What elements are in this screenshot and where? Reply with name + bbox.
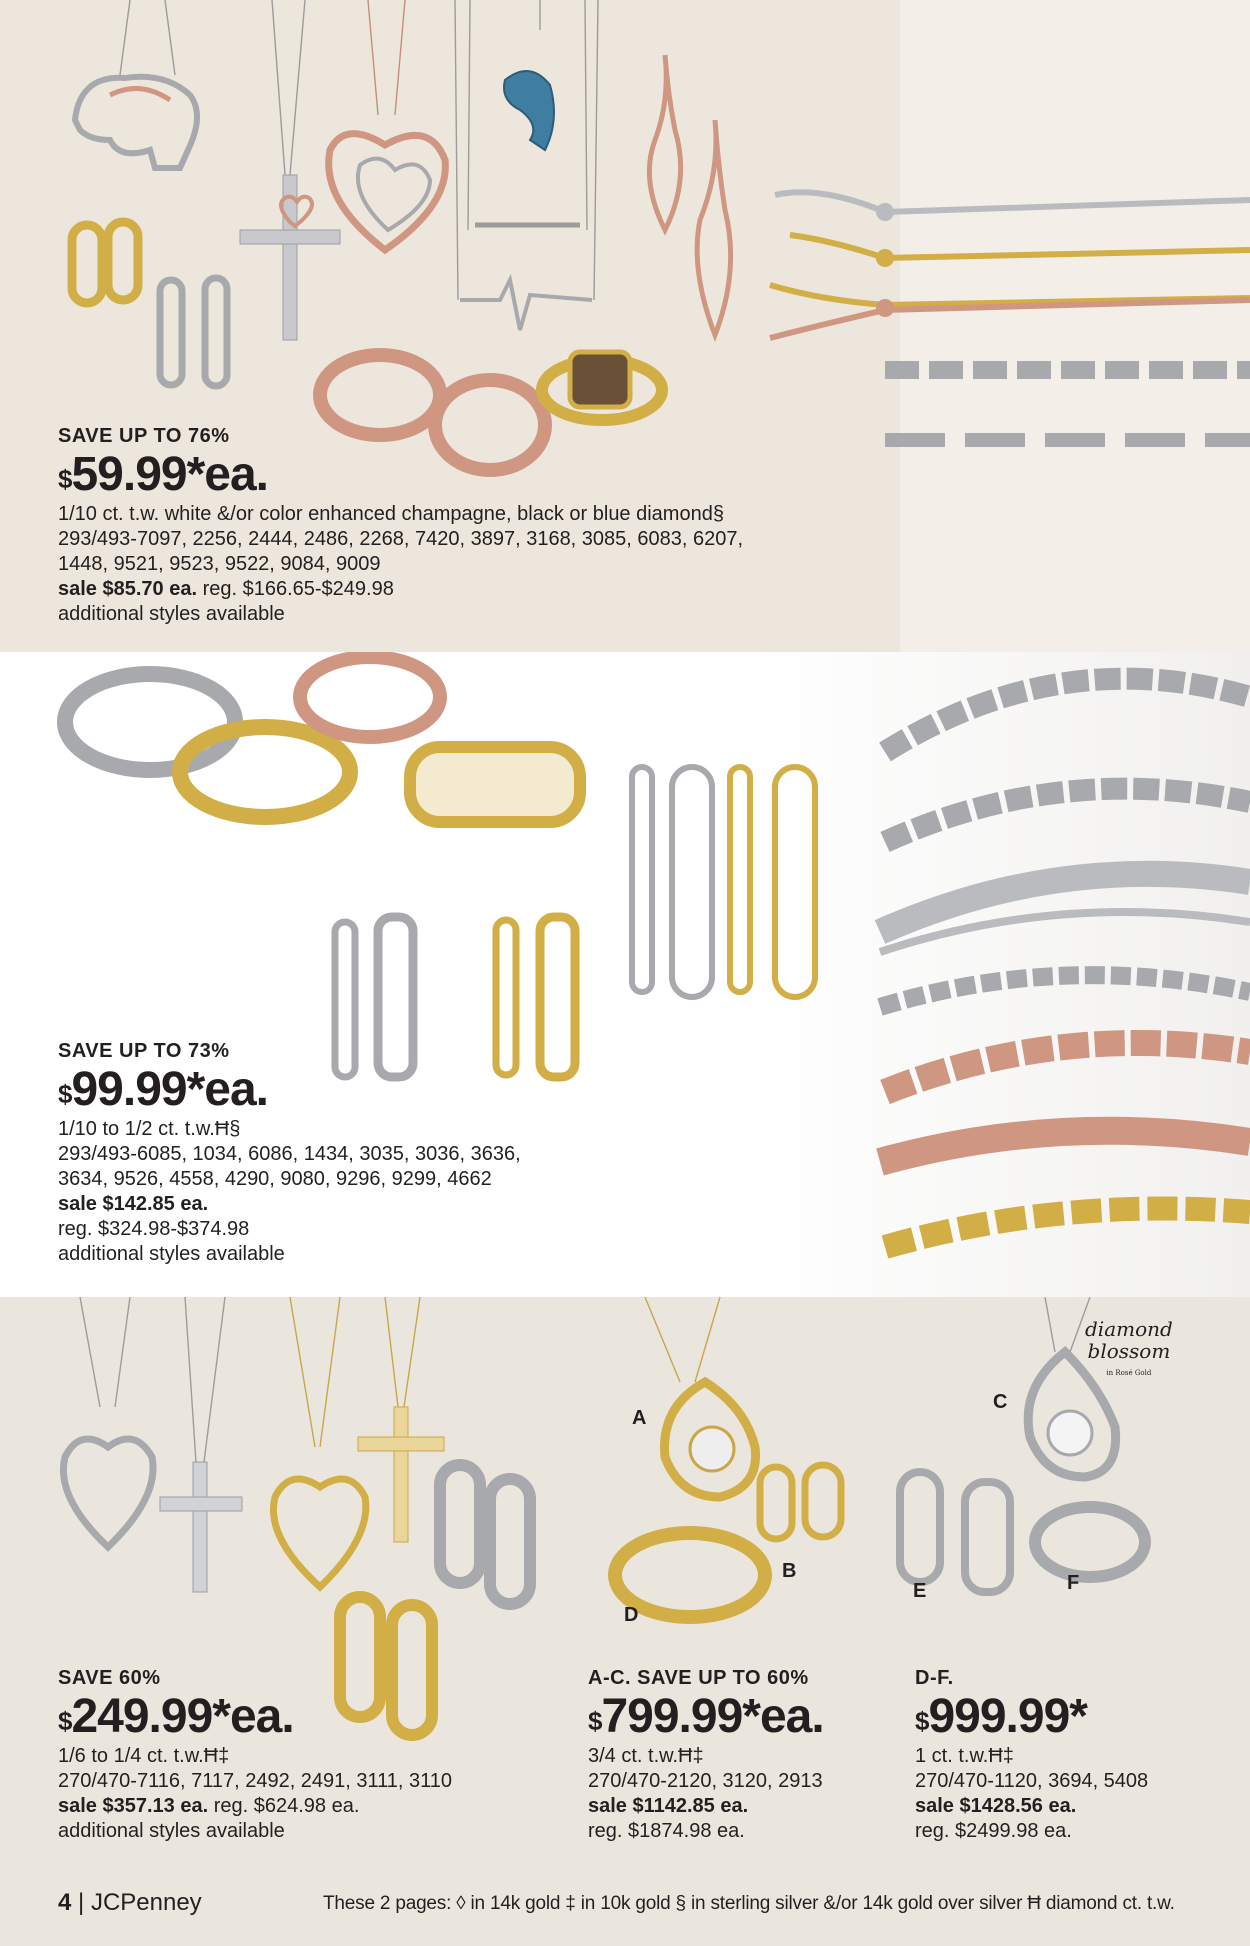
- offer-description: 3/4 ct. t.w.Ħ‡: [588, 1745, 704, 1767]
- offer-save-text: SAVE 60%: [58, 1667, 161, 1689]
- offer-extra-note: additional styles available: [58, 1820, 285, 1842]
- offer-item-numbers: 293/493-7097, 2256, 2444, 2486, 2268, 7420, 3897, 3168, 3085, 6083, 6207,: [58, 528, 744, 550]
- offer-regular-price: reg. $324.98-$374.98: [58, 1218, 250, 1240]
- blossom-set-c-e-f-image: [0, 1297, 1, 1298]
- offer-save-text: SAVE UP TO 76%: [58, 425, 230, 447]
- offer-description: 1 ct. t.w.Ħ‡: [915, 1745, 1014, 1767]
- offer-price: $999.99*: [915, 1690, 1087, 1743]
- tennis-bracelets-image: [0, 652, 1, 653]
- section-offer-3: [0, 1297, 1250, 1857]
- offer-sale-price: sale $142.85 ea.: [58, 1193, 209, 1215]
- footer-legend: These 2 pages: ◊ in 14k gold ‡ in 10k gold § in sterling silver &/or 14k gold over silver Ħ diamond ct. t.w.: [323, 1893, 1175, 1914]
- page-number: 4: [58, 1889, 72, 1916]
- item-letter-a: A: [632, 1407, 647, 1429]
- bolo-bracelets-image: [0, 0, 1, 1]
- offer-price: $99.99*ea.: [58, 1063, 268, 1116]
- offer-sale-price: sale $85.70 ea.: [58, 578, 198, 600]
- offer-4: [588, 1667, 888, 1844]
- page-footer: [0, 1857, 1250, 1946]
- offer-item-numbers: 3634, 9526, 4558, 4290, 9080, 9296, 9299, 4662: [58, 1168, 492, 1190]
- offer-item-numbers: 270/470-1120, 3694, 5408: [915, 1770, 1149, 1792]
- offer-save-text: D-F.: [915, 1667, 954, 1689]
- offer-sale-price: sale $1428.56 ea.: [915, 1795, 1077, 1817]
- bracelet-panel: [900, 0, 1250, 652]
- section-offer-1: [0, 0, 1250, 652]
- offer-description: 1/10 to 1/2 ct. t.w.Ħ§: [58, 1118, 241, 1140]
- offer-1: [58, 425, 878, 627]
- item-letter-d: D: [624, 1604, 639, 1626]
- offer-save-text: SAVE UP TO 73%: [58, 1040, 230, 1062]
- item-letter-f: F: [1067, 1572, 1080, 1594]
- offer-item-numbers: 270/470-2120, 3120, 2913: [588, 1770, 823, 1792]
- offer-5: [915, 1667, 1235, 1844]
- offer-sale-price: sale $357.13 ea.: [58, 1795, 209, 1817]
- footer-separator: |: [78, 1889, 85, 1916]
- offer-extra-note: additional styles available: [58, 603, 285, 625]
- offer-description: 1/10 ct. t.w. white &/or color enhanced champagne, black or blue diamond§: [58, 503, 724, 525]
- offer-extra-note: additional styles available: [58, 1243, 285, 1265]
- offer-regular-price: reg. $1874.98 ea.: [588, 1820, 745, 1842]
- item-letter-c: C: [993, 1391, 1008, 1413]
- brand-name: JCPenney: [90, 1889, 202, 1916]
- offer-sale-price: sale $1142.85 ea.: [588, 1795, 749, 1817]
- offer-item-numbers: 1448, 9521, 9523, 9522, 9084, 9009: [58, 553, 381, 575]
- offer-price: $799.99*ea.: [588, 1690, 824, 1743]
- offer-regular-price: reg. $2499.98 ea.: [915, 1820, 1072, 1842]
- offer-description: 1/6 to 1/4 ct. t.w.Ħ‡: [58, 1745, 230, 1767]
- offer-price: $59.99*ea.: [58, 448, 268, 501]
- collection-logo: diamond blossom in Rosé Gold: [1085, 1317, 1173, 1377]
- offer-2: [58, 1040, 618, 1267]
- footer-brand-block: [58, 1889, 202, 1917]
- item-letter-e: E: [913, 1580, 927, 1602]
- offer-3: [58, 1667, 558, 1844]
- offer-item-numbers: 293/493-6085, 1034, 6086, 1434, 3035, 3036, 3636,: [58, 1143, 521, 1165]
- section-offer-2: [0, 652, 1250, 1297]
- offer-save-text: A-C. SAVE UP TO 60%: [588, 1667, 809, 1689]
- offer-price: $249.99*ea.: [58, 1690, 294, 1743]
- offer-item-numbers: 270/470-7116, 7117, 2492, 2491, 3111, 3110: [58, 1770, 453, 1792]
- item-letter-b: B: [782, 1560, 797, 1582]
- offer-regular-price: reg. $624.98 ea.: [213, 1795, 360, 1817]
- offer-regular-price: reg. $166.65-$249.98: [202, 578, 394, 600]
